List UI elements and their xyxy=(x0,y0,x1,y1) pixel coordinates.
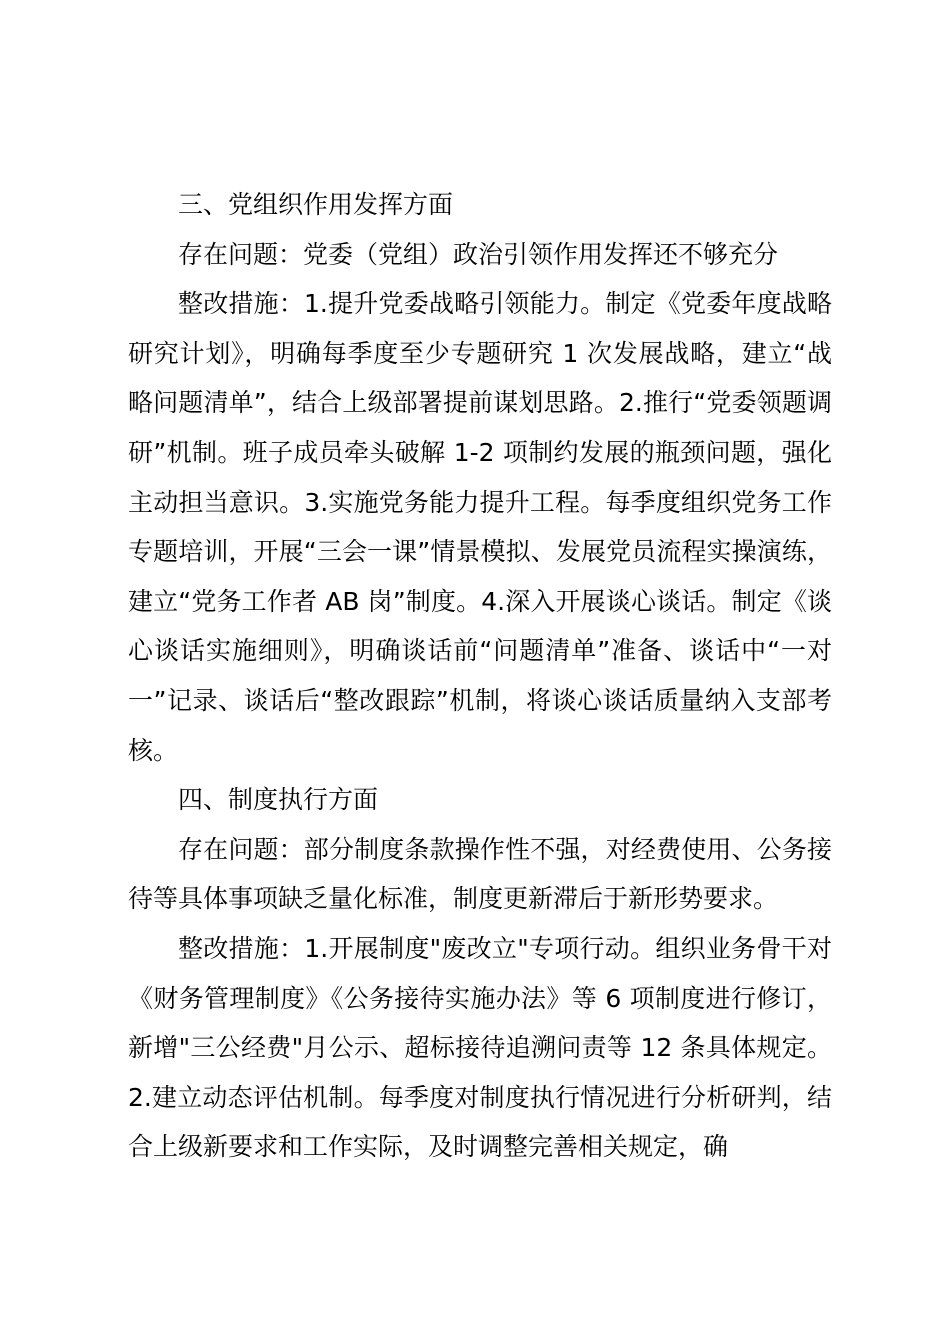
section-4-heading: 四、制度执行方面 xyxy=(178,785,379,815)
section-4-measures: 整改措施：1.开展制度"废改立"专项行动。组织业务骨干对《财务管理制度》《公务接待实施办法》等 6 项制度进行修订，新增"三公经费"月公示、超标接待追溯问责等 12 条具体规定。 2.建立动态评估机制。每季度对制度执行情况进行分析研判，结合上级新要求和工作实际，及时调整完善相关规定，确 xyxy=(128,933,832,1162)
section-4-problem: 存在问题：部分制度条款操作性不强，对经费使用、公务接待等具体事项缺乏量化标准，制度更新滞后于新形势要求。 xyxy=(128,834,832,914)
section-3-heading: 三、党组织作用发挥方面 xyxy=(178,190,454,219)
section-3-measures: 整改措施：1.提升党委战略引领能力。制定《党委年度战略研究计划》，明确每季度至少专题研究 1 次发展战略，建立“战略问题清单”，结合上级部署提前谋划思路。2.推行“党委领题调研”机制。班子成员牵头破解 1-2 项制约发展的瓶颈问题，强化主动担当意识。3.实施党务能力提升工程。每季度组织党务工作专题培训，开展“三会一课”情景模拟、发展党员流程实操演练，建立“党务工作者 AB 岗”制度。4.深入开展谈心谈话。制定《谈心谈话实施细则》，明确谈话前“问题清单”准备、谈话中“一对一”记录、谈话后“整改跟踪”机制，将谈心谈话质量纳入支部考核。 xyxy=(128,289,832,765)
document-body xyxy=(128,180,832,1172)
section-3-problem: 存在问题：党委（党组）政治引领作用发挥还不够充分 xyxy=(178,239,779,269)
